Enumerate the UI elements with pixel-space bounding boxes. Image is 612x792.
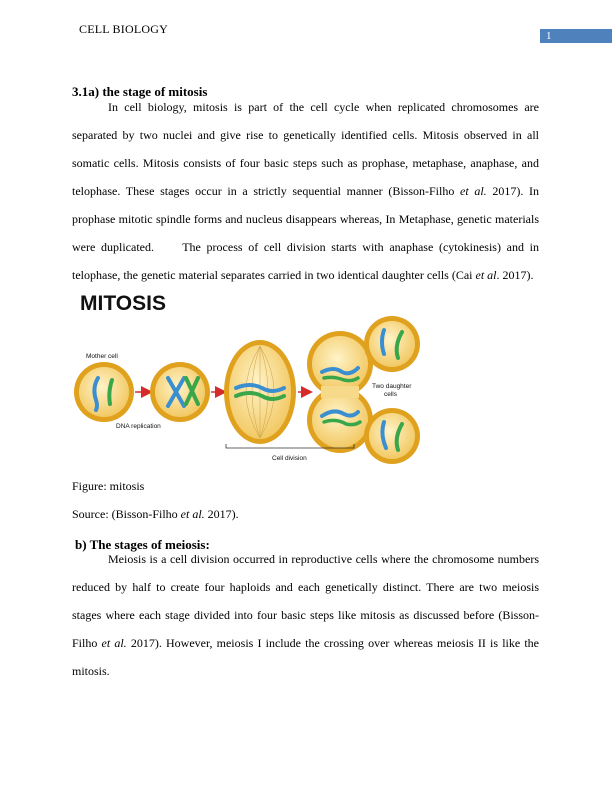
paragraph-line: reduced by half to create four haploids and each genetically distinct. There are two meiosis bbox=[72, 580, 539, 594]
text-run: Source: (Bisson-Filho bbox=[72, 507, 181, 521]
metaphase-cell bbox=[224, 340, 296, 444]
daughter-cell-top bbox=[364, 316, 420, 372]
figure-title: MITOSIS bbox=[80, 292, 166, 315]
text-run: telophase. These stages occur in a strictly sequential manner (Bisson-Filho bbox=[72, 184, 461, 198]
page-number: 1 bbox=[540, 29, 612, 43]
paragraph-line: stages where each stage divided into four basic steps like mitosis as discussed before (Bisson- bbox=[72, 608, 539, 622]
text-run: telophase, the genetic material separates carried in two identical daughter cells (Cai bbox=[72, 268, 476, 282]
paragraph-line: prophase mitotic spindle forms and nucleus disappears whereas, In Metaphase, genetic materials bbox=[72, 212, 539, 226]
mother-cell-label: Mother cell bbox=[86, 353, 118, 360]
figure-caption: Figure: mitosis bbox=[72, 479, 145, 493]
mother-cell bbox=[74, 362, 134, 422]
figure-source bbox=[72, 507, 239, 522]
section-b-paragraph bbox=[72, 545, 539, 685]
paragraph-line: In cell biology, mitosis is part of the cell cycle when replicated chromosomes are bbox=[108, 100, 539, 114]
text-run: 2017). However, meiosis I include the crossing over whereas meiosis II is like the bbox=[126, 636, 540, 650]
dna-replication-label: DNA replication bbox=[116, 423, 161, 430]
paragraph-line: somatic cells. Mitosis consists of four basic steps such as prophase, metaphase, anaphase, and bbox=[72, 156, 539, 170]
mitosis-figure bbox=[72, 288, 420, 468]
paragraph-line: separated by two nuclei and give rise to genetically identified cells. Mitosis observed in all bbox=[72, 128, 539, 142]
dividing-cell bbox=[307, 331, 373, 453]
text-run: . 2017). bbox=[496, 268, 534, 282]
text-run: 2017). In bbox=[486, 184, 540, 198]
paragraph-line: were duplicated. The process of cell division starts with anaphase (cytokinesis) and in bbox=[72, 240, 539, 254]
text-run: Filho bbox=[72, 636, 102, 650]
section-a-paragraph bbox=[72, 93, 539, 289]
daughter-cell-bottom bbox=[364, 408, 420, 464]
running-head: CELL BIOLOGY bbox=[79, 22, 168, 36]
italic-run: et al. bbox=[180, 507, 205, 521]
paragraph-line bbox=[72, 261, 539, 289]
paragraph-line: Meiosis is a cell division occurred in reproductive cells where the chromosome numbers bbox=[108, 552, 539, 566]
paragraph-line bbox=[72, 177, 539, 205]
replicated-cell bbox=[150, 362, 210, 422]
two-daughter-label-line1: Two daughter bbox=[372, 383, 412, 390]
paragraph-line: mitosis. bbox=[72, 664, 110, 678]
italic-run: et al bbox=[475, 268, 497, 282]
section-b-heading: b) The stages of meiosis: bbox=[75, 537, 210, 552]
section-a-heading: 3.1a) the stage of mitosis bbox=[72, 84, 208, 99]
italic-run: et al. bbox=[460, 184, 487, 198]
paragraph-line bbox=[72, 629, 539, 657]
text-run: 2017). bbox=[204, 507, 239, 521]
cell-division-label: Cell division bbox=[272, 455, 307, 462]
italic-run: et al. bbox=[101, 636, 127, 650]
two-daughter-label-line2: cells bbox=[384, 391, 398, 398]
